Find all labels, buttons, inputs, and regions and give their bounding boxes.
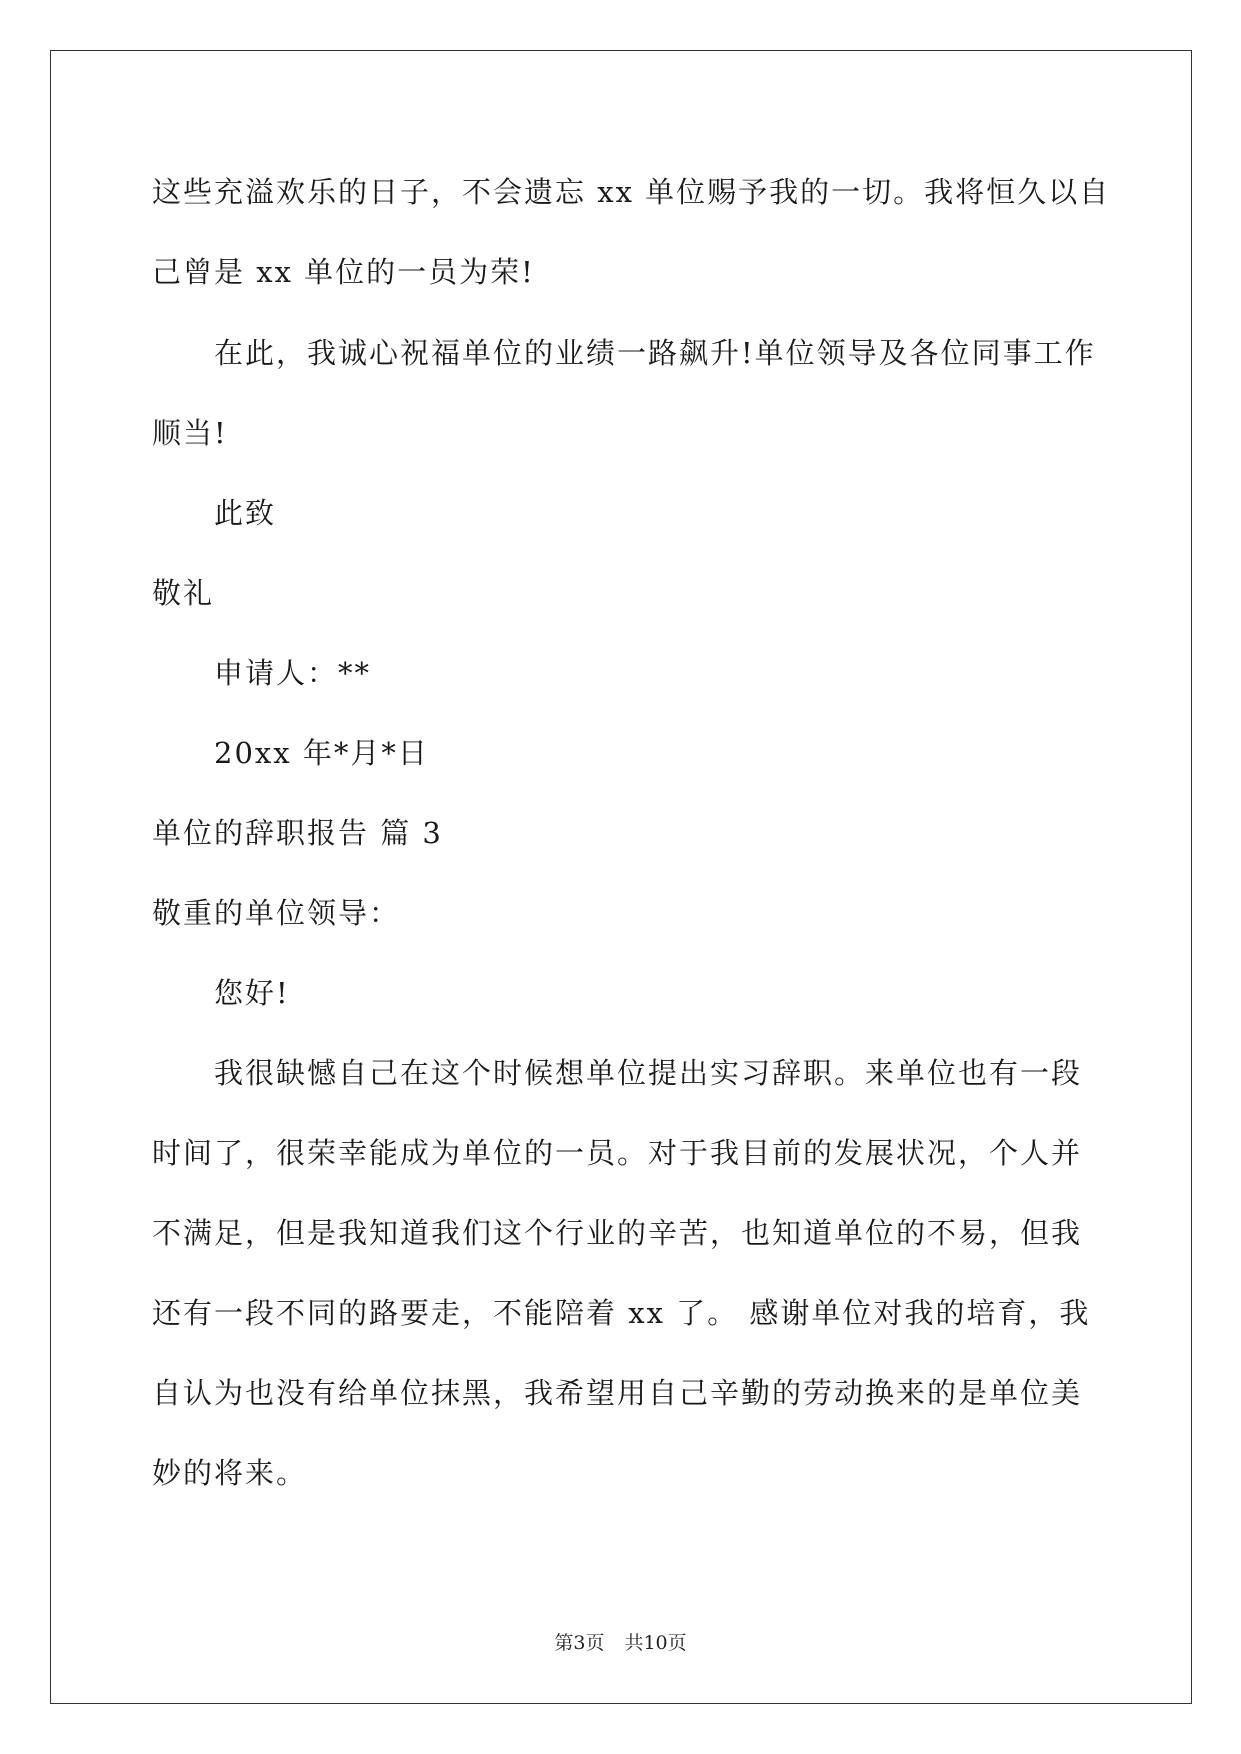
text-line: 顺当! bbox=[152, 416, 228, 450]
text-line: 妙的将来。 bbox=[152, 1456, 308, 1490]
text-line: 还有一段不同的路要走，不能陪着 xx 了。 感谢单位对我的培育，我 bbox=[152, 1296, 1091, 1330]
text-line: 己曾是 xx 单位的一员为荣! bbox=[152, 255, 535, 289]
text-line: 不满足，但是我知道我们这个行业的辛苦，也知道单位的不易，但我 bbox=[152, 1216, 1083, 1250]
page-number-total: 共10页 bbox=[624, 1632, 687, 1654]
page-number-current: 第3页 bbox=[554, 1632, 605, 1654]
page-footer bbox=[0, 1630, 1241, 1656]
section-title: 单位的辞职报告 篇 3 bbox=[152, 816, 443, 850]
greeting: 您好! bbox=[214, 976, 290, 1010]
text-line: 自认为也没有给单位抹黑，我希望用自己辛勤的劳动换来的是单位美 bbox=[152, 1376, 1083, 1410]
applicant-line: 申请人：** bbox=[214, 656, 372, 690]
closing-salutation: 此致 bbox=[214, 496, 277, 530]
date-line: 20xx 年*月*日 bbox=[214, 736, 429, 770]
text-line: 我很缺憾自己在这个时候想单位提出实习辞职。来单位也有一段 bbox=[214, 1056, 1083, 1090]
greeting-recipient: 敬重的单位领导： bbox=[152, 896, 401, 930]
closing-regards: 敬礼 bbox=[152, 576, 215, 610]
text-line: 在此，我诚心祝福单位的业绩一路飙升!单位领导及各位同事工作 bbox=[214, 336, 1096, 370]
text-line: 这些充溢欢乐的日子，不会遗忘 xx 单位赐予我的一切。我将恒久以自 bbox=[152, 175, 1111, 209]
text-line: 时间了，很荣幸能成为单位的一员。对于我目前的发展状况，个人并 bbox=[152, 1136, 1083, 1170]
